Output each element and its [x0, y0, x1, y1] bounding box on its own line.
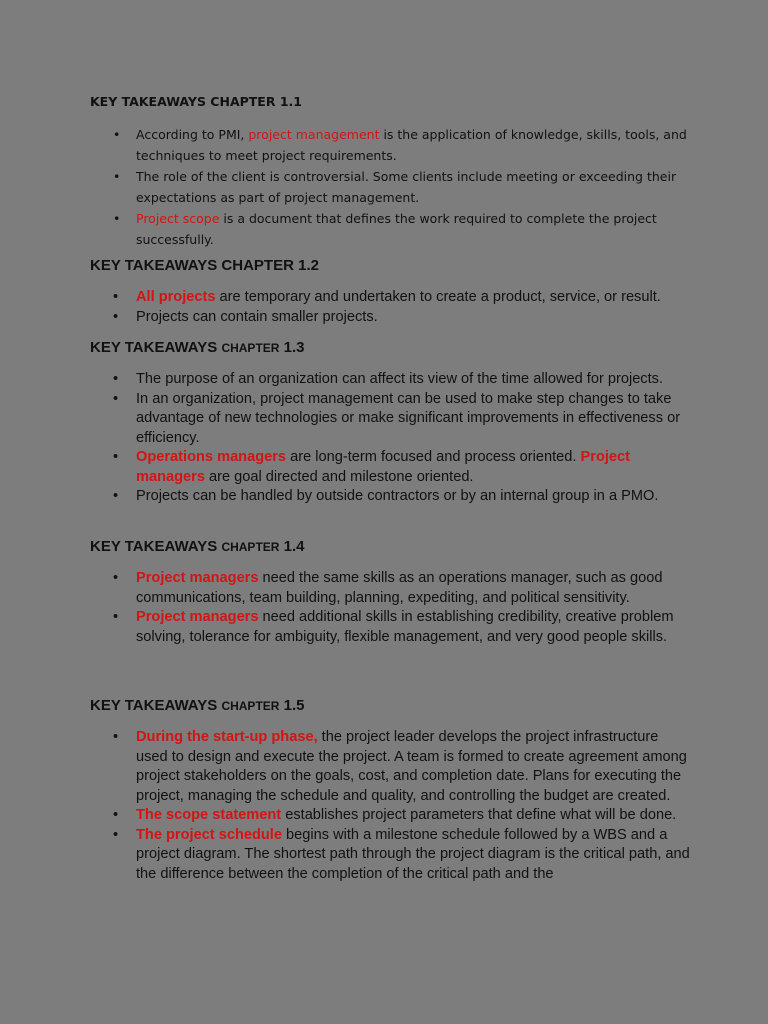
takeaway-list	[90, 569, 690, 647]
list-item: • Project scope is a document that defines the work required to complete the project successfully.	[90, 208, 690, 250]
list-item: • The role of the client is controversial. Some clients include meeting or exceeding their expectations as part of project management.	[90, 166, 690, 208]
takeaway-list	[90, 370, 690, 507]
takeaway-list	[90, 288, 690, 327]
highlight-term: Operations managers	[136, 449, 287, 465]
section-heading: KEY TAKEAWAYS CHAPTER 1.2	[90, 257, 319, 274]
highlight-term: Project managers	[136, 449, 631, 485]
section-chapter-1-5	[90, 697, 690, 884]
list-item: • During the start-up phase, the project leader develops the project infrastructure used to design and execute the project. A team is formed to create agreement among project stakeholders on the goals, cost, and completion date. Plans for executing the project, managing the schedule and quality, and controlling the budget are created.	[90, 728, 690, 806]
list-item: • The scope statement establishes project parameters that define what will be done.	[90, 806, 690, 826]
list-item: • Projects can be handled by outside contractors or by an internal group in a PMO.	[90, 487, 690, 507]
section-heading: KEY TAKEAWAYS CHAPTER 1.1	[90, 94, 302, 109]
highlight-term: Project managers	[136, 609, 259, 625]
list-item: • Project managers need additional skills in establishing credibility, creative problem solving, tolerance for ambiguity, flexible management, and very good people skills.	[90, 608, 690, 647]
section-chapter-1-4	[90, 538, 690, 647]
section-heading: KEY TAKEAWAYS CHAPTER 1.4	[90, 538, 305, 555]
section-heading: KEY TAKEAWAYS CHAPTER 1.3	[90, 339, 305, 356]
takeaway-list	[90, 124, 690, 250]
highlight-term: project management	[248, 127, 380, 142]
list-item: • According to PMI, project management is the application of knowledge, skills, tools, and techniques to meet project requirements.	[90, 124, 690, 166]
list-item: • The project schedule begins with a milestone schedule followed by a WBS and a project diagram. The shortest path through the project diagram is the critical path, and the difference between the completion of the critical path and the	[90, 826, 690, 885]
list-item: • Operations managers are long-term focused and process oriented. Project managers are goal directed and milestone oriented.	[90, 448, 690, 487]
list-item: • All projects are temporary and undertaken to create a product, service, or result.	[90, 288, 690, 308]
highlight-term: Project scope	[136, 211, 220, 226]
section-heading: KEY TAKEAWAYS CHAPTER 1.5	[90, 697, 305, 714]
highlight-term: During the start-up phase,	[136, 729, 318, 745]
list-item: • Projects can contain smaller projects.	[90, 308, 690, 328]
highlight-term: The scope statement	[136, 807, 282, 823]
list-item: • Project managers need the same skills as an operations manager, such as good communications, team building, planning, expediting, and political sensitivity.	[90, 569, 690, 608]
highlight-term: All projects	[136, 289, 216, 305]
section-chapter-1-3	[90, 339, 690, 507]
highlight-term: Project managers	[136, 570, 259, 586]
list-item: • In an organization, project management can be used to make step changes to take advantage of new technologies or make significant improvements in effectiveness or efficiency.	[90, 390, 690, 449]
highlight-term: The project schedule	[136, 826, 282, 843]
list-item: • The purpose of an organization can affect its view of the time allowed for projects.	[90, 370, 690, 390]
section-chapter-1-1	[90, 95, 690, 250]
section-chapter-1-2	[90, 257, 690, 327]
takeaway-list	[90, 728, 690, 884]
